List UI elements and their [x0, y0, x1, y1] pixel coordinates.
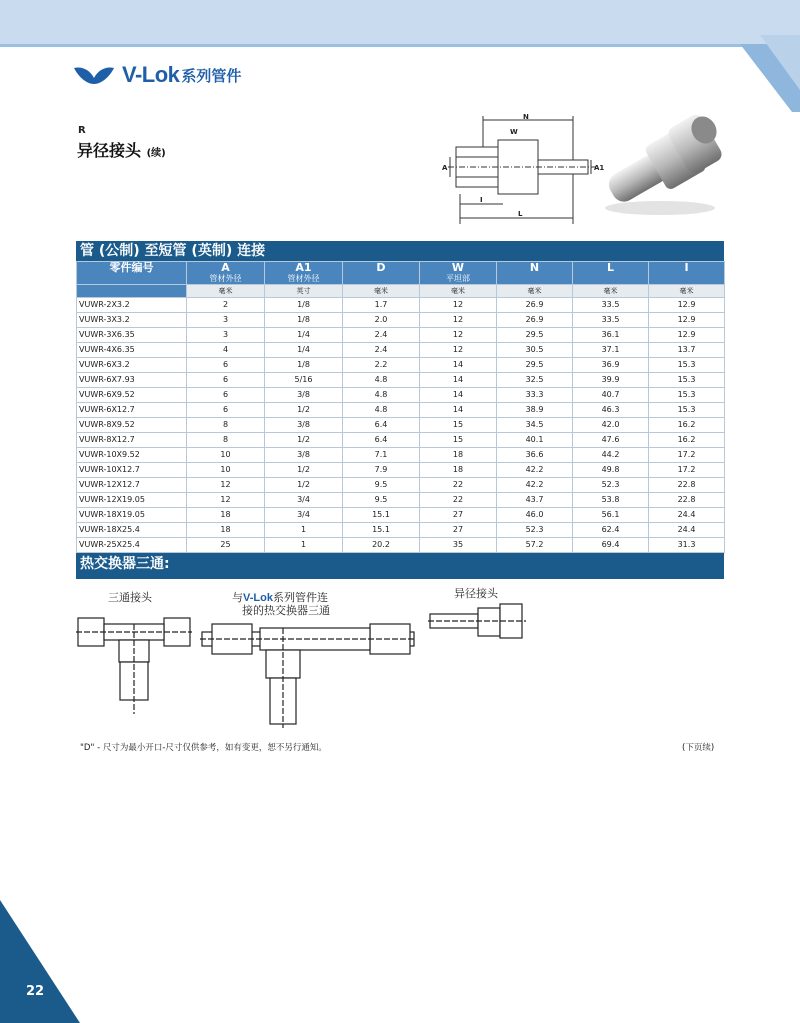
dim-label-w: W	[510, 128, 518, 136]
brand-series: 系列管件	[181, 66, 242, 85]
table-cell: 40.1	[497, 433, 573, 448]
table-cell: 8	[187, 433, 265, 448]
table-cell: 1/2	[265, 403, 343, 418]
table-cell: 56.1	[573, 508, 649, 523]
table-cell: 44.2	[573, 448, 649, 463]
table-cell: 17.2	[649, 448, 725, 463]
page-number: 22	[26, 984, 45, 999]
table-cell: 5/16	[265, 373, 343, 388]
table-cell: 15	[420, 418, 497, 433]
table-cell: 43.7	[497, 493, 573, 508]
table-cell: 2.0	[343, 313, 420, 328]
page-corner-decoration	[0, 900, 80, 1023]
table-cell: 22	[420, 478, 497, 493]
table-row	[77, 388, 725, 403]
product-subtitle: (续)	[146, 148, 166, 159]
table-cell: 29.5	[497, 358, 573, 373]
table-cell: 30.5	[497, 343, 573, 358]
col-w: W 平坦部	[420, 262, 497, 285]
table-cell: 12	[420, 298, 497, 313]
table-cell: 6	[187, 388, 265, 403]
col-a1: A1 管材外径	[265, 262, 343, 285]
col-a: A 管材外径	[187, 262, 265, 285]
table-cell: 33.5	[573, 298, 649, 313]
table-row	[77, 343, 725, 358]
wings-logo-icon	[72, 64, 116, 86]
table-cell: 25	[187, 538, 265, 553]
table-cell: 12	[187, 478, 265, 493]
table-cell: 4.8	[343, 388, 420, 403]
table-cell: 7.9	[343, 463, 420, 478]
table-cell: VUWR-2X3.2	[77, 298, 187, 313]
brand-name: V-Lok	[122, 62, 180, 87]
table-cell: VUWR-25X25.4	[77, 538, 187, 553]
table-cell: 15.3	[649, 373, 725, 388]
table-cell: 52.3	[573, 478, 649, 493]
table-cell: 27	[420, 508, 497, 523]
table-cell: 1/2	[265, 478, 343, 493]
table-cell: 3	[187, 328, 265, 343]
table-cell: 17.2	[649, 463, 725, 478]
table-cell: 53.8	[573, 493, 649, 508]
table-cell: 2	[187, 298, 265, 313]
product-title: 异径接头	[77, 141, 142, 160]
table-cell: 15	[420, 433, 497, 448]
table-cell: 26.9	[497, 313, 573, 328]
table-cell: 32.5	[497, 373, 573, 388]
table-cell: 47.6	[573, 433, 649, 448]
table-cell: 1/2	[265, 433, 343, 448]
table-cell: 1	[265, 523, 343, 538]
table-cell: 15.3	[649, 358, 725, 373]
table-cell: 14	[420, 388, 497, 403]
table-row	[77, 463, 725, 478]
table-cell: VUWR-6X3.2	[77, 358, 187, 373]
table-cell: 16.2	[649, 433, 725, 448]
table-cell: 16.2	[649, 418, 725, 433]
table-cell: 1.7	[343, 298, 420, 313]
table-cell: 52.3	[497, 523, 573, 538]
table-cell: 36.6	[497, 448, 573, 463]
table-cell: 1/4	[265, 328, 343, 343]
table-cell: 9.5	[343, 493, 420, 508]
table-cell: VUWR-10X9.52	[77, 448, 187, 463]
table-row	[77, 373, 725, 388]
table-cell: 4.8	[343, 403, 420, 418]
table-cell: 10	[187, 463, 265, 478]
table-cell: 49.8	[573, 463, 649, 478]
heat-exchanger-title: 热交换器三通:	[76, 553, 724, 579]
footnote: "D" - 尺寸为最小开口-尺寸仅供参考，如有变更，恕不另行通知。	[80, 743, 327, 753]
heat-exchanger-tee-drawing	[200, 616, 416, 728]
table-cell: 15.1	[343, 523, 420, 538]
table-cell: 42.2	[497, 463, 573, 478]
reducer-dimension-drawing	[438, 112, 603, 224]
table-cell: 14	[420, 358, 497, 373]
table-row	[77, 418, 725, 433]
table-cell: VUWR-4X6.35	[77, 343, 187, 358]
table-cell: 12	[420, 343, 497, 358]
table-cell: 1/8	[265, 358, 343, 373]
table-row	[77, 448, 725, 463]
table-cell: 1/2	[265, 463, 343, 478]
units-row: 毫米 英寸 毫米 毫米 毫米 毫米 毫米	[77, 285, 725, 298]
table-cell: 13.7	[649, 343, 725, 358]
col-n: N	[497, 262, 573, 285]
table-row	[77, 433, 725, 448]
table-cell: 24.4	[649, 523, 725, 538]
table-cell: 3/4	[265, 493, 343, 508]
table-row	[77, 508, 725, 523]
table-cell: 6	[187, 403, 265, 418]
table-cell: 15.3	[649, 388, 725, 403]
table-cell: 3/8	[265, 418, 343, 433]
table-cell: 62.4	[573, 523, 649, 538]
table-cell: 15.1	[343, 508, 420, 523]
table-cell: 1	[265, 538, 343, 553]
table-cell: 2.4	[343, 343, 420, 358]
table-cell: 38.9	[497, 403, 573, 418]
table-cell: 12	[420, 313, 497, 328]
table-cell: 57.2	[497, 538, 573, 553]
col-part-no: 零件编号	[77, 262, 187, 285]
table-cell: 37.1	[573, 343, 649, 358]
table-cell: 15.3	[649, 403, 725, 418]
table-cell: 7.1	[343, 448, 420, 463]
table-row	[77, 328, 725, 343]
table-cell: 46.0	[497, 508, 573, 523]
table-cell: VUWR-6X9.52	[77, 388, 187, 403]
table-row	[77, 313, 725, 328]
table-cell: 4	[187, 343, 265, 358]
table-cell: 9.5	[343, 478, 420, 493]
table-cell: VUWR-18X25.4	[77, 523, 187, 538]
table-cell: 8	[187, 418, 265, 433]
table-cell: 42.2	[497, 478, 573, 493]
table-cell: VUWR-3X6.35	[77, 328, 187, 343]
col-i: I	[649, 262, 725, 285]
table-cell: 42.0	[573, 418, 649, 433]
tee-fitting-drawing	[74, 604, 194, 716]
table-cell: 14	[420, 403, 497, 418]
table-cell: 18	[187, 523, 265, 538]
table-cell: VUWR-8X12.7	[77, 433, 187, 448]
reducer-product-photo	[598, 108, 722, 218]
reducer-fitting-drawing	[428, 602, 526, 642]
table-cell: VUWR-10X12.7	[77, 463, 187, 478]
brand-logo	[72, 62, 241, 88]
table-cell: 20.2	[343, 538, 420, 553]
dim-label-i: I	[480, 196, 483, 204]
table-row	[77, 298, 725, 313]
table-row	[77, 478, 725, 493]
table-cell: 27	[420, 523, 497, 538]
table-cell: 14	[420, 373, 497, 388]
dim-label-a: A	[442, 164, 448, 172]
table-cell: 1/8	[265, 313, 343, 328]
col-d: D	[343, 262, 420, 285]
table-cell: VUWR-18X19.05	[77, 508, 187, 523]
table-cell: 26.9	[497, 298, 573, 313]
table-cell: 33.5	[573, 313, 649, 328]
table-cell: 12.9	[649, 313, 725, 328]
table-cell: 36.9	[573, 358, 649, 373]
table-cell: 36.1	[573, 328, 649, 343]
table-cell: VUWR-6X12.7	[77, 403, 187, 418]
table-row	[77, 538, 725, 553]
table-cell: 33.3	[497, 388, 573, 403]
page-title	[77, 138, 166, 161]
table-row	[77, 523, 725, 538]
table-row	[77, 403, 725, 418]
table-cell: 2.4	[343, 328, 420, 343]
table-cell: 29.5	[497, 328, 573, 343]
table-cell: 12.9	[649, 328, 725, 343]
tee-caption: 三通接头	[108, 591, 152, 604]
dim-label-n: N	[523, 113, 529, 121]
table-cell: 6.4	[343, 418, 420, 433]
table-cell: 6	[187, 358, 265, 373]
system-caption-line1: 与V-Lok系列管件连	[232, 591, 328, 604]
table-cell: 35	[420, 538, 497, 553]
table-cell: 12	[187, 493, 265, 508]
table-cell: 46.3	[573, 403, 649, 418]
table-cell: 12	[420, 328, 497, 343]
table-cell: 3/8	[265, 448, 343, 463]
table-cell: VUWR-6X7.93	[77, 373, 187, 388]
system-caption-line2: 接的热交换器三通	[242, 604, 330, 617]
table-cell: 1/8	[265, 298, 343, 313]
table-cell: 10	[187, 448, 265, 463]
table-cell: 69.4	[573, 538, 649, 553]
table-cell: 6	[187, 373, 265, 388]
table-cell: 2.2	[343, 358, 420, 373]
table-cell: 31.3	[649, 538, 725, 553]
table-cell: 1/4	[265, 343, 343, 358]
table-cell: 24.4	[649, 508, 725, 523]
header-corner-decoration	[0, 0, 800, 120]
table-cell: 4.8	[343, 373, 420, 388]
table-row	[77, 358, 725, 373]
table-cell: 22.8	[649, 493, 725, 508]
table-cell: 3/4	[265, 508, 343, 523]
table-cell: 22.8	[649, 478, 725, 493]
table-cell: 34.5	[497, 418, 573, 433]
table-cell: VUWR-12X12.7	[77, 478, 187, 493]
table-title: 管 (公制) 至短管 (英制) 连接	[76, 241, 724, 261]
dimensions-table	[76, 261, 725, 553]
table-cell: 39.9	[573, 373, 649, 388]
reducer-caption: 异径接头	[454, 587, 498, 600]
table-cell: 18	[420, 448, 497, 463]
dimensions-table-panel	[76, 241, 724, 579]
product-code: R	[78, 125, 86, 136]
dim-label-a1: A1	[594, 164, 605, 172]
table-cell: 3/8	[265, 388, 343, 403]
table-row	[77, 493, 725, 508]
table-cell: VUWR-12X19.05	[77, 493, 187, 508]
continued-note: (下页续)	[682, 743, 715, 753]
table-cell: VUWR-8X9.52	[77, 418, 187, 433]
table-cell: 40.7	[573, 388, 649, 403]
table-cell: 6.4	[343, 433, 420, 448]
dim-label-l: L	[518, 210, 523, 218]
table-cell: VUWR-3X3.2	[77, 313, 187, 328]
table-cell: 18	[187, 508, 265, 523]
table-cell: 18	[420, 463, 497, 478]
table-cell: 3	[187, 313, 265, 328]
col-l: L	[573, 262, 649, 285]
table-cell: 22	[420, 493, 497, 508]
table-cell: 12.9	[649, 298, 725, 313]
